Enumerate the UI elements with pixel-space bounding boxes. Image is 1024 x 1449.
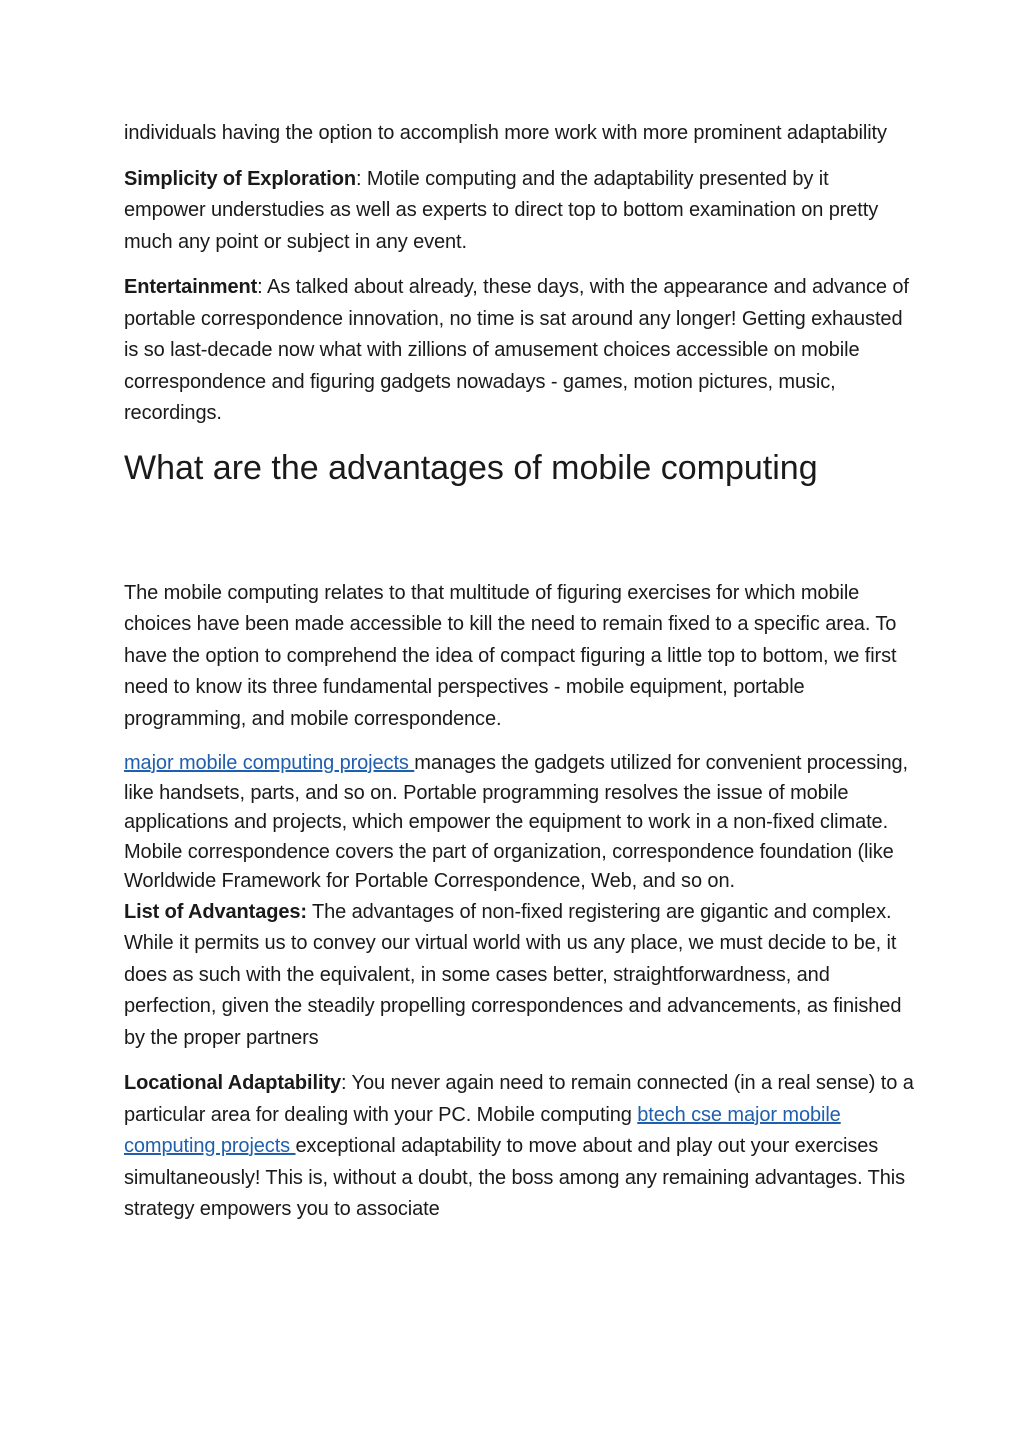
- relates-paragraph: The mobile computing relates to that multitude of figuring exercises for which mobile choices have been made accessible to kill the need to remain fixed to a specific area. To have the option to comprehend the idea of compact figuring a little top to bottom, we first need to know its three fundamental perspectives - mobile equipment, portable programming, and mobile correspondence.: [124, 581, 897, 730]
- simplicity-term: Simplicity of Exploration: [124, 167, 356, 190]
- entertainment-term: Entertainment: [124, 276, 258, 298]
- advantages-paragraph: [124, 897, 914, 1055]
- entertainment-text: : As talked about already, these days, with the appearance and advance of portable correspondence innovation, no time is sat around any longer! Getting exhausted is so last-decade now what with zillions of amusement choices accessible on mobile correspondence and figuring gadgets nowadays - games, motion pictures, music, recordings.: [124, 276, 909, 424]
- locational-term: Locational Adaptability: [124, 1072, 341, 1094]
- locational-text-after: exceptional adaptability to move about and play out your exercises simultaneously! This is, without a doubt, the boss among any remaining advantages. This strategy empowers you to associate: [124, 1135, 906, 1220]
- entertainment-paragraph: [124, 272, 914, 430]
- btech-projects-link[interactable]: btech cse major mobile computing projects: [124, 1103, 841, 1157]
- major-projects-link[interactable]: major mobile computing projects: [124, 752, 415, 774]
- locational-text-before: : You never again need to remain connected (in a real sense) to a particular area for dealing with your PC. Mobile computing: [124, 1072, 914, 1126]
- advantages-term: List of Advantages:: [124, 900, 307, 923]
- locational-paragraph: [124, 1068, 914, 1226]
- simplicity-paragraph: [124, 164, 914, 259]
- document-page: [124, 118, 914, 1226]
- advantages-text: The advantages of non-fixed registering are gigantic and complex. While it permits us to convey our virtual world with us any place, we must decide to be, it does as such with the equivalent, in some cases better, straightforwardness, and perfection, given the steadily propelling correspondences and advancements, as finished by the proper partners: [124, 900, 902, 1049]
- section-heading: What are the advantages of mobile computing: [124, 448, 818, 487]
- simplicity-text: : Motile computing and the adaptability presented by it empower understudies as well as experts to direct top to bottom examination on pretty much any point or subject in any event.: [124, 167, 879, 253]
- intro-paragraph: individuals having the option to accomplish more work with more prominent adaptability: [124, 122, 887, 144]
- projects-text: manages the gadgets utilized for convenient processing, like handsets, parts, and so on. Portable programming resolves the issue of mobile applications and projects, which empower the equipment to work in a non-fixed climate. Mobile correspondence covers the part of organization, correspondence foundation (like Worldwide Framework for Portable Correspondence, Web, and so on.: [124, 752, 908, 892]
- projects-paragraph: [124, 749, 914, 897]
